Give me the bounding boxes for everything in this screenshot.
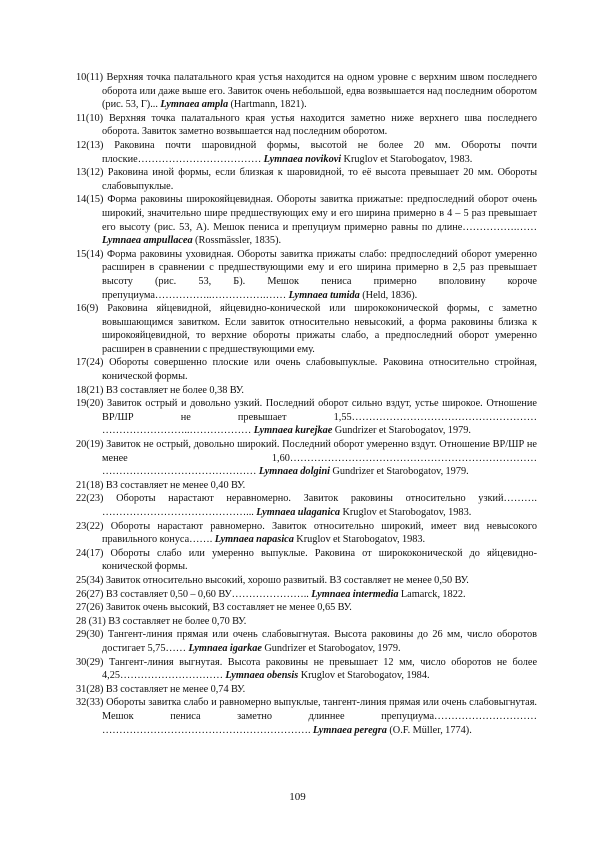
key-entry	[76, 166, 537, 193]
entry-text: Верхняя точка палатального края устья находится заметно ниже верхнего шва последнего оборота. Завиток заметно возвышается над последним оборотом.	[102, 112, 538, 138]
entry-number: 23(22)	[76, 520, 104, 532]
species-name: Lymnaea novikovi	[263, 153, 342, 165]
species-name: Lymnaea napasica	[214, 534, 294, 546]
species-name: Lymnaea tumida	[288, 289, 360, 301]
entry-number: 24(17)	[76, 547, 104, 559]
species-authority: Kruglov et Starobogatov, 1984.	[300, 670, 430, 682]
key-entry	[76, 588, 537, 602]
entry-text: ВЗ составляет 0,50 – 0,60 ВУ…………………..	[105, 588, 309, 600]
entry-number: 28 (31)	[76, 615, 106, 627]
key-entry	[76, 628, 537, 655]
entry-text: Верхняя точка палатального края устья находится на одном уровне с верхним швом последнего оборота или даже выше его. Завиток очень небольшой, едва возвышается над последним оборотом (рис. 53, Г)...	[102, 72, 537, 111]
species-authority: Lamarck, 1822.	[400, 588, 466, 600]
entry-number: 22(23)	[76, 493, 104, 505]
key-entry	[76, 302, 537, 356]
key-entry	[76, 193, 537, 247]
entry-text: ВЗ составляет не менее 0,40 ВУ.	[105, 479, 246, 491]
entry-number: 12(13)	[76, 139, 104, 151]
entry-text: Обороты слабо или умеренно выпуклые. Раковина от ширококонической до яйцевидно-конической формы.	[102, 547, 538, 573]
entry-text: Раковина почти шаровидной формы, высотой не более 20 мм. Обороты почти плоские………………………………	[102, 139, 538, 165]
species-authority: (Held, 1836).	[362, 289, 418, 301]
key-entry	[76, 397, 537, 438]
key-entry	[76, 384, 537, 398]
species-name: Lymnaea kurejkae	[253, 425, 333, 437]
entry-number: 10(11)	[76, 72, 104, 83]
entry-number: 27(26)	[76, 602, 104, 614]
entry-text: Форма раковины широкояйцевидная. Обороты завитка прижатые: предпоследний оборот очень широкий, значительно шире предшествующих ему и его ширина примерно в 4 – 5 раз превышает его высоту (рис. 53, А). Мешок пениса и препуциум примерно равны по длине…………….……	[102, 194, 537, 233]
entry-number: 31(28)	[76, 683, 104, 695]
key-entry	[76, 574, 537, 588]
entry-number: 21(18)	[76, 479, 104, 491]
entry-text: Обороты совершенно плоские или очень слабовыпуклые. Раковина относительно стройная, конической формы.	[102, 357, 538, 383]
species-authority: Kruglov et Starobogatov, 1983.	[342, 507, 472, 518]
entry-text: Завиток острый и довольно узкий. Последний оборот сильно вздут, устье широкое. Отношение ВР/ШР не превышает 1,55……………………………………………… ……………………..………………	[102, 398, 538, 437]
entry-text: Форма раковины уховидная. Обороты завитка прижаты слабо: предпоследний оборот умеренно расширен в сравнении с предшествующими ему и его ширина примерно в 2,5 раз превышает высоту (рис. 53, Б). Мешок пениса примерно вполовину короче препуциума……………..…………….……	[102, 248, 538, 301]
key-entry	[76, 356, 537, 383]
key-entry	[76, 112, 537, 139]
species-name: Lymnaea ampullacea	[102, 235, 193, 247]
key-entry	[76, 601, 537, 615]
species-name: Lymnaea dolgini	[258, 466, 331, 478]
entry-text: Обороты нарастают равномерно. Завиток относительно широкий, имеет вид невысокого правильного конуса…….	[102, 520, 537, 546]
entry-text: Обороты завитка слабо и равномерно выпуклые, тангент-линия прямая или очень слабовыгнутая. Мешок пениса заметно длиннее препуциума………………………… …………………………………………………….	[102, 697, 538, 736]
key-entry	[76, 683, 537, 697]
species-authority: Kruglov et Starobogatov, 1983.	[343, 153, 473, 165]
entry-number: 17(24)	[76, 357, 104, 369]
key-entry	[76, 520, 537, 547]
key-entry	[76, 656, 537, 683]
entry-text: ВЗ составляет не более 0,38 ВУ.	[105, 384, 244, 396]
key-entry	[76, 696, 537, 737]
species-authority: Kruglov et Starobogatov, 1983.	[296, 534, 426, 546]
species-name: Lymnaea obensis	[225, 670, 299, 682]
entry-text: Тангент-линия выгнутая. Высота раковины не превышает 12 мм, число оборотов не более 4,25…………………………	[102, 656, 538, 682]
entry-number: 26(27)	[76, 588, 104, 600]
page-number: 109	[289, 791, 306, 803]
entry-number: 30(29)	[76, 656, 104, 668]
key-entry	[76, 139, 537, 166]
species-name: Lymnaea ulaganica	[256, 507, 341, 518]
entry-text: ВЗ составляет не более 0,70 ВУ.	[108, 615, 247, 627]
entry-text: ВЗ составляет не менее 0,74 ВУ.	[105, 683, 246, 695]
species-name: Lymnaea igarkae	[188, 642, 262, 654]
entry-text: Обороты нарастают неравномерно. Завиток раковины относительно узкий………. ……………………………………...	[102, 493, 538, 518]
key-entry	[76, 492, 537, 519]
entry-number: 29(30)	[76, 629, 104, 641]
entry-text: Завиток очень высокий, ВЗ составляет не менее 0,65 ВУ.	[105, 602, 352, 614]
entry-number: 14(15)	[76, 194, 104, 206]
entry-text: Завиток относительно высокий, хорошо развитый. ВЗ составляет не менее 0,50 ВУ.	[105, 574, 469, 586]
entry-number: 16(9)	[76, 303, 99, 315]
species-authority: (O.F. Müller, 1774).	[389, 724, 472, 736]
entry-number: 19(20)	[76, 398, 104, 410]
entry-number: 25(34)	[76, 574, 104, 586]
species-name: Lymnaea intermedia	[311, 588, 399, 600]
species-authority: (Hartmann, 1821).	[230, 99, 307, 111]
entry-number: 18(21)	[76, 384, 104, 396]
key-entry	[76, 71, 537, 112]
entry-number: 32(33)	[76, 697, 104, 709]
key-entry	[76, 615, 537, 629]
species-authority: Gundrizer et Starobogatov, 1979.	[264, 642, 401, 654]
entry-text: Раковина иной формы, если близкая к шаровидной, то её высота превышает 20 мм. Обороты слабовыпуклые.	[102, 167, 537, 192]
entry-number: 11(10)	[76, 112, 104, 124]
entry-number: 20(19)	[76, 439, 104, 451]
identification-key	[76, 71, 537, 737]
species-authority: Gundrizer et Starobogatov, 1979.	[334, 425, 471, 437]
species-authority: Gundrizer et Starobogatov, 1979.	[332, 466, 469, 478]
key-entry	[76, 438, 537, 479]
species-name: Lymnaea ampla	[160, 99, 229, 111]
entry-number: 13(12)	[76, 167, 104, 179]
entry-text: Тангент-линия прямая или очень слабовыгнутая. Высота раковины до 26 мм, число оборотов достигает 5,75……	[102, 629, 538, 654]
key-entry	[76, 547, 537, 574]
entry-text: Завиток не острый, довольно широкий. Последний оборот умеренно вздут. Отношение ВР/ШР не менее 1,60……………………………………………………………… ………………………………………	[102, 439, 537, 478]
species-authority: (Rossmässler, 1835).	[195, 235, 282, 247]
key-entry	[76, 479, 537, 493]
entry-text: Раковина яйцевидной, яйцевидно-конической или ширококонической формы, с заметно вовышающимся завитком. Если завиток относительно невысокий, а форма раковины близка к широкояйцевидной, то верхние обороты прижаты слабо, а предпоследний оборот умеренно расширен в сравнении с предшествующими ему.	[102, 303, 538, 355]
species-name: Lymnaea peregra	[312, 724, 387, 736]
entry-number: 15(14)	[76, 248, 104, 260]
key-entry	[76, 248, 537, 302]
